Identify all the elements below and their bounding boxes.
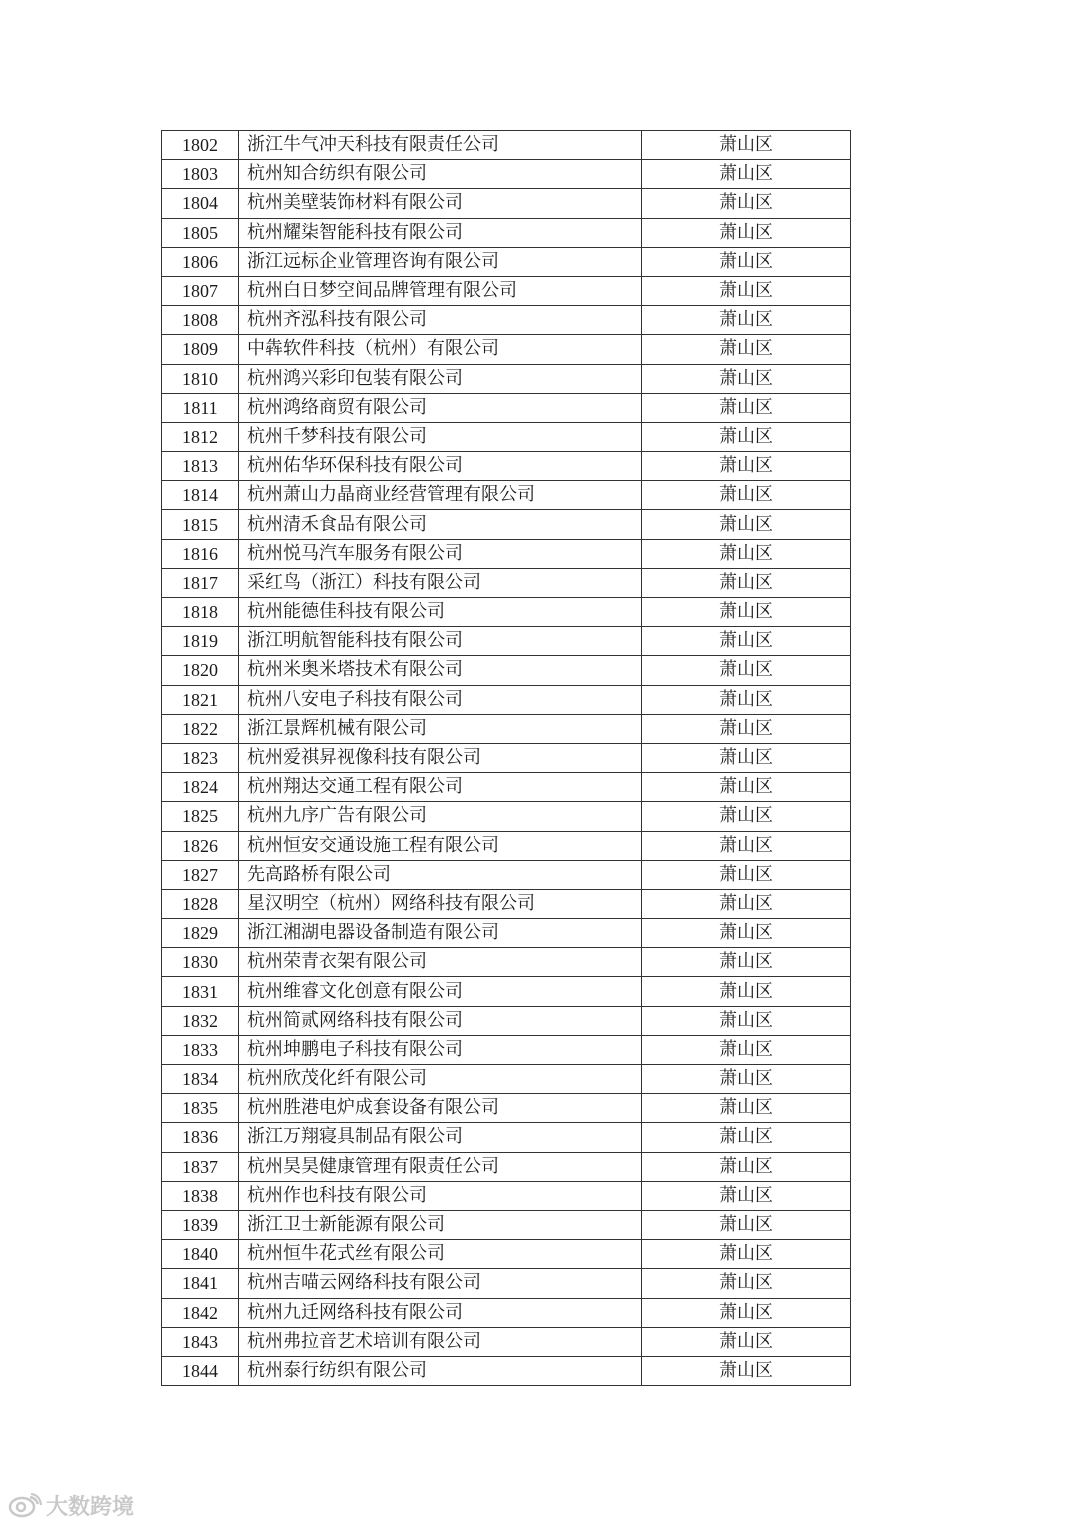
row-number-cell: 1841 [162,1269,239,1298]
district-cell: 萧山区 [642,889,851,918]
row-number-cell: 1825 [162,802,239,831]
company-name-cell: 浙江远标企业管理咨询有限公司 [239,247,642,276]
district-cell: 萧山区 [642,160,851,189]
table-row [162,189,851,218]
watermark-text: 大数跨境 [46,1495,135,1520]
row-number-cell: 1823 [162,743,239,772]
district-cell: 萧山区 [642,452,851,481]
district-cell: 萧山区 [642,831,851,860]
table-row [162,1327,851,1356]
table-row [162,1094,851,1123]
table-row [162,568,851,597]
row-number-cell: 1822 [162,714,239,743]
company-name-cell: 浙江卫士新能源有限公司 [239,1210,642,1239]
row-number-cell: 1826 [162,831,239,860]
table-row [162,919,851,948]
row-number-cell: 1804 [162,189,239,218]
district-cell: 萧山区 [642,510,851,539]
company-list-table [161,130,851,1386]
table-row [162,306,851,335]
table-row [162,364,851,393]
table-row [162,1006,851,1035]
district-cell: 萧山区 [642,656,851,685]
table-row [162,1269,851,1298]
row-number-cell: 1805 [162,218,239,247]
company-name-cell: 杭州能德佳科技有限公司 [239,598,642,627]
company-name-cell: 杭州坤鹏电子科技有限公司 [239,1035,642,1064]
company-name-cell: 杭州胜港电炉成套设备有限公司 [239,1094,642,1123]
district-cell: 萧山区 [642,131,851,160]
table-row [162,977,851,1006]
row-number-cell: 1842 [162,1298,239,1327]
company-name-cell: 杭州作也科技有限公司 [239,1181,642,1210]
row-number-cell: 1806 [162,247,239,276]
company-name-cell: 杭州米奥米塔技术有限公司 [239,656,642,685]
company-name-cell: 杭州鸿络商贸有限公司 [239,393,642,422]
row-number-cell: 1839 [162,1210,239,1239]
company-name-cell: 中犇软件科技（杭州）有限公司 [239,335,642,364]
row-number-cell: 1815 [162,510,239,539]
company-name-cell: 杭州悦马汽车服务有限公司 [239,539,642,568]
district-cell: 萧山区 [642,1094,851,1123]
district-cell: 萧山区 [642,1298,851,1327]
table-row [162,685,851,714]
district-cell: 萧山区 [642,1356,851,1385]
company-name-cell: 杭州简贰网络科技有限公司 [239,1006,642,1035]
company-name-cell: 杭州九迁网络科技有限公司 [239,1298,642,1327]
table-row [162,656,851,685]
district-cell: 萧山区 [642,1006,851,1035]
company-name-cell: 杭州吉喵云网络科技有限公司 [239,1269,642,1298]
table-row [162,1181,851,1210]
company-name-cell: 杭州鸿兴彩印包装有限公司 [239,364,642,393]
row-number-cell: 1843 [162,1327,239,1356]
company-name-cell: 浙江牛气冲天科技有限责任公司 [239,131,642,160]
table-row [162,1065,851,1094]
row-number-cell: 1824 [162,773,239,802]
district-cell: 萧山区 [642,1152,851,1181]
row-number-cell: 1836 [162,1123,239,1152]
company-name-cell: 杭州清禾食品有限公司 [239,510,642,539]
table-row [162,1240,851,1269]
district-cell: 萧山区 [642,802,851,831]
row-number-cell: 1818 [162,598,239,627]
company-name-cell: 杭州千梦科技有限公司 [239,422,642,451]
district-cell: 萧山区 [642,1240,851,1269]
row-number-cell: 1821 [162,685,239,714]
table-row [162,218,851,247]
row-number-cell: 1835 [162,1094,239,1123]
company-name-cell: 杭州维睿文化创意有限公司 [239,977,642,1006]
row-number-cell: 1827 [162,860,239,889]
table-row [162,160,851,189]
table-row [162,1356,851,1385]
table-row [162,452,851,481]
district-cell: 萧山区 [642,422,851,451]
row-number-cell: 1817 [162,568,239,597]
district-cell: 萧山区 [642,306,851,335]
row-number-cell: 1837 [162,1152,239,1181]
table-row [162,802,851,831]
district-cell: 萧山区 [642,1123,851,1152]
district-cell: 萧山区 [642,919,851,948]
district-cell: 萧山区 [642,1181,851,1210]
company-name-cell: 杭州知合纺织有限公司 [239,160,642,189]
watermark [8,1490,134,1521]
row-number-cell: 1844 [162,1356,239,1385]
table-row [162,773,851,802]
row-number-cell: 1828 [162,889,239,918]
company-name-cell: 浙江万翔寝具制品有限公司 [239,1123,642,1152]
table-row [162,627,851,656]
company-name-cell: 浙江湘湖电器设备制造有限公司 [239,919,642,948]
district-cell: 萧山区 [642,393,851,422]
row-number-cell: 1816 [162,539,239,568]
row-number-cell: 1803 [162,160,239,189]
company-name-cell: 浙江明航智能科技有限公司 [239,627,642,656]
company-name-cell: 杭州白日梦空间品牌管理有限公司 [239,276,642,305]
company-name-cell: 浙江景辉机械有限公司 [239,714,642,743]
company-name-cell: 杭州齐泓科技有限公司 [239,306,642,335]
district-cell: 萧山区 [642,773,851,802]
district-cell: 萧山区 [642,743,851,772]
district-cell: 萧山区 [642,1035,851,1064]
company-name-cell: 星汉明空（杭州）网络科技有限公司 [239,889,642,918]
row-number-cell: 1832 [162,1006,239,1035]
district-cell: 萧山区 [642,1210,851,1239]
weibo-eye-logo-icon [8,1493,42,1519]
company-name-cell: 杭州美壁装饰材料有限公司 [239,189,642,218]
district-cell: 萧山区 [642,1269,851,1298]
row-number-cell: 1812 [162,422,239,451]
row-number-cell: 1810 [162,364,239,393]
district-cell: 萧山区 [642,364,851,393]
row-number-cell: 1838 [162,1181,239,1210]
district-cell: 萧山区 [642,1065,851,1094]
district-cell: 萧山区 [642,1327,851,1356]
row-number-cell: 1802 [162,131,239,160]
company-name-cell: 杭州佑华环保科技有限公司 [239,452,642,481]
company-name-cell: 杭州恒安交通设施工程有限公司 [239,831,642,860]
district-cell: 萧山区 [642,276,851,305]
company-name-cell: 杭州欣茂化纤有限公司 [239,1065,642,1094]
row-number-cell: 1809 [162,335,239,364]
row-number-cell: 1833 [162,1035,239,1064]
row-number-cell: 1820 [162,656,239,685]
company-name-cell: 杭州昊昊健康管理有限责任公司 [239,1152,642,1181]
row-number-cell: 1829 [162,919,239,948]
district-cell: 萧山区 [642,189,851,218]
table-row [162,131,851,160]
district-cell: 萧山区 [642,977,851,1006]
company-name-cell: 杭州泰行纺织有限公司 [239,1356,642,1385]
row-number-cell: 1813 [162,452,239,481]
table-row [162,247,851,276]
row-number-cell: 1819 [162,627,239,656]
table-row [162,1298,851,1327]
row-number-cell: 1831 [162,977,239,1006]
company-name-cell: 杭州八安电子科技有限公司 [239,685,642,714]
company-name-cell: 杭州弗拉音艺术培训有限公司 [239,1327,642,1356]
table-row [162,598,851,627]
table-row [162,393,851,422]
district-cell: 萧山区 [642,948,851,977]
district-cell: 萧山区 [642,860,851,889]
table-row [162,422,851,451]
table-row [162,335,851,364]
company-name-cell: 杭州恒牛花式丝有限公司 [239,1240,642,1269]
table-row [162,860,851,889]
district-cell: 萧山区 [642,539,851,568]
company-name-cell: 采红鸟（浙江）科技有限公司 [239,568,642,597]
row-number-cell: 1811 [162,393,239,422]
table-row [162,1035,851,1064]
district-cell: 萧山区 [642,247,851,276]
row-number-cell: 1840 [162,1240,239,1269]
table-row [162,1210,851,1239]
company-name-cell: 先高路桥有限公司 [239,860,642,889]
table-row [162,481,851,510]
row-number-cell: 1830 [162,948,239,977]
table-row [162,889,851,918]
company-name-cell: 杭州爱祺昇视像科技有限公司 [239,743,642,772]
company-list-body [162,131,851,1386]
company-name-cell: 杭州萧山力晶商业经营管理有限公司 [239,481,642,510]
district-cell: 萧山区 [642,335,851,364]
district-cell: 萧山区 [642,481,851,510]
row-number-cell: 1808 [162,306,239,335]
company-name-cell: 杭州荣青衣架有限公司 [239,948,642,977]
district-cell: 萧山区 [642,685,851,714]
company-name-cell: 杭州九序广告有限公司 [239,802,642,831]
table-row [162,539,851,568]
district-cell: 萧山区 [642,568,851,597]
table-row [162,1152,851,1181]
row-number-cell: 1814 [162,481,239,510]
district-cell: 萧山区 [642,598,851,627]
company-name-cell: 杭州翔达交通工程有限公司 [239,773,642,802]
district-cell: 萧山区 [642,627,851,656]
table-row [162,276,851,305]
row-number-cell: 1807 [162,276,239,305]
table-row [162,743,851,772]
company-name-cell: 杭州耀柒智能科技有限公司 [239,218,642,247]
district-cell: 萧山区 [642,714,851,743]
table-row [162,510,851,539]
table-row [162,1123,851,1152]
district-cell: 萧山区 [642,218,851,247]
table-row [162,831,851,860]
row-number-cell: 1834 [162,1065,239,1094]
table-row [162,948,851,977]
table-row [162,714,851,743]
